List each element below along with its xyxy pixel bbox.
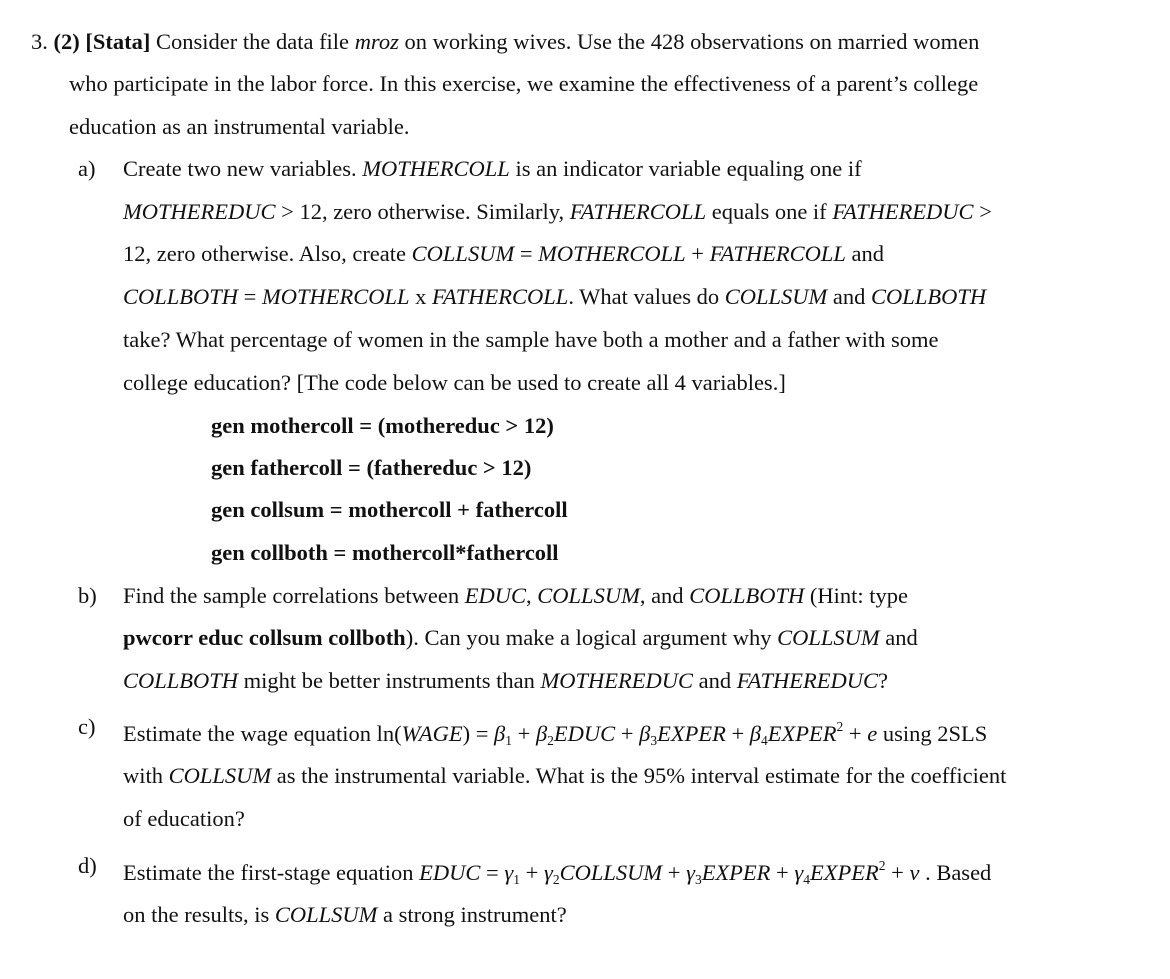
question-points: (2) (53, 29, 80, 54)
part-b-line-1: Find the sample correlations between EDUC, COLLSUM, and COLLBOTH (Hint: type (123, 583, 908, 608)
part-a-line-6: college education? [The code below can be used to create all 4 variables.] (123, 370, 786, 395)
part-a-line-1: Create two new variables. MOTHERCOLL is an indicator variable equaling one if (123, 156, 862, 181)
hint-command: pwcorr educ collsum collboth (123, 625, 406, 650)
question-number: 3. (31, 29, 48, 54)
part-c-line-1: Estimate the wage equation ln(WAGE) = $\beta_1$ + $\beta_2EDUC$ + $\beta_3EXPER$ + $\beta_4EXPER^2 + e$ using 2SLS (123, 719, 988, 748)
part-c-line-3: of education? (123, 806, 245, 831)
first-stage-equation: EDUC = $\gamma_1$ + $\gamma_2COLLSUM$ + $\gamma_3EXPER$ + $\gamma_4EXPER^2 + v$ (419, 858, 920, 887)
part-d-line-2: on the results, is COLLSUM a strong instrument? (123, 902, 567, 927)
wage-equation: ln(WAGE) = $\beta_1$ + $\beta_2EDUC$ + $\beta_3EXPER$ + $\beta_4EXPER^2 + e$ (376, 719, 878, 748)
part-b-line-2: pwcorr educ collsum collboth). Can you make a logical argument why COLLSUM and (123, 625, 918, 650)
part-c-line-2: with COLLSUM as the instrumental variable. What is the 95% interval estimate for the coefficient (123, 763, 1007, 788)
part-c-label: c) (78, 714, 96, 739)
code-line-3: gen collsum = mothercoll + fathercoll (211, 497, 568, 522)
part-d-label: d) (78, 853, 97, 878)
code-line-4: gen collboth = mothercoll*fathercoll (211, 540, 559, 565)
dataset-name: mroz (354, 29, 399, 54)
part-a-line-4: COLLBOTH = MOTHERCOLL x FATHERCOLL. What values do COLLSUM and COLLBOTH (123, 284, 987, 309)
question-line-1: 3. (2) [Stata] Consider the data file mroz on working wives. Use the 428 observations on married women (31, 29, 980, 54)
question-software: [Stata] (85, 29, 151, 54)
part-b-label: b) (78, 583, 97, 608)
part-a-label: a) (78, 156, 96, 181)
part-d-line-1: Estimate the first-stage equation EDUC = $\gamma_1$ + $\gamma_2COLLSUM$ + $\gamma_3EXPER$ + $\gamma_4EXPER^2 + v$ . Based (123, 858, 992, 887)
question-line-3: education as an instrumental variable. (69, 114, 410, 139)
part-a-line-3: 12, zero otherwise. Also, create COLLSUM = MOTHERCOLL + FATHERCOLL and (123, 241, 885, 266)
part-b-line-3: COLLBOTH might be better instruments than MOTHEREDUC and FATHEREDUC? (123, 668, 889, 693)
part-a-line-5: take? What percentage of women in the sample have both a mother and a father with some (123, 327, 939, 352)
code-line-2: gen fathercoll = (fathereduc > 12) (211, 455, 532, 480)
question-line-2: who participate in the labor force. In this exercise, we examine the effectiveness of a parent’s college (69, 71, 979, 96)
part-a-line-2: MOTHEREDUC > 12, zero otherwise. Similarly, FATHERCOLL equals one if FATHEREDUC > (123, 199, 992, 224)
code-line-1: gen mothercoll = (mothereduc > 12) (211, 413, 554, 438)
